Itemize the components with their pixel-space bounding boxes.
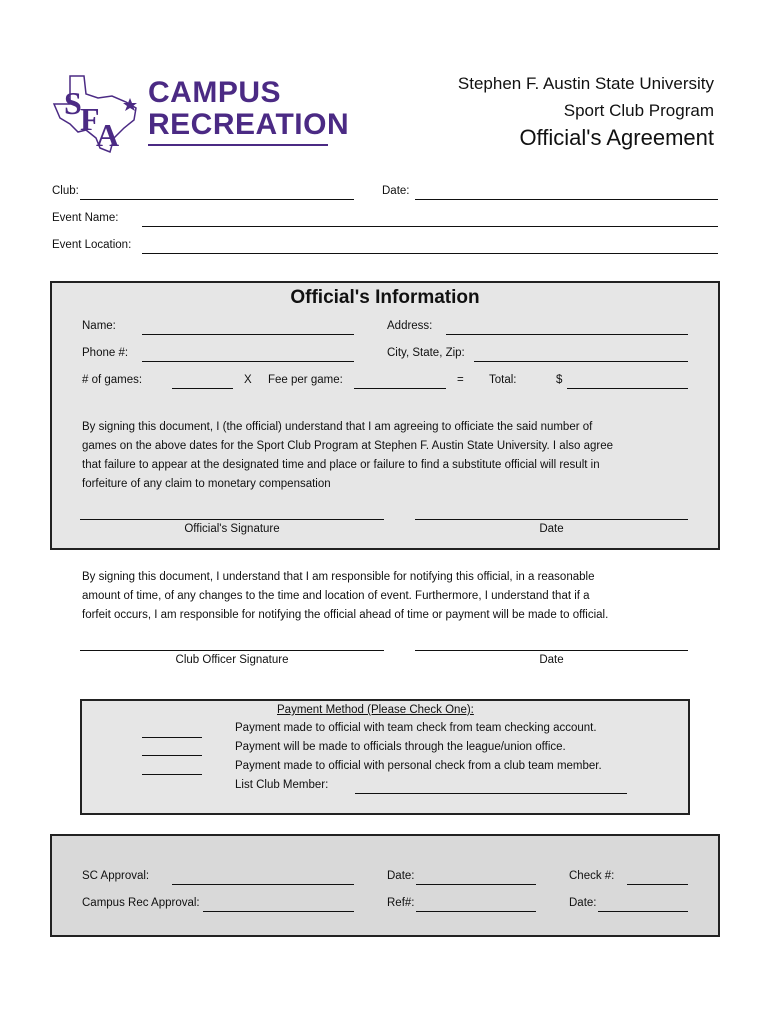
- list-club-member-field[interactable]: [355, 793, 627, 794]
- payment-option2-label: Payment will be made to officials through the league/union office.: [235, 741, 566, 753]
- sc-approval-field[interactable]: [172, 884, 354, 885]
- campus-recreation-logo: [50, 68, 350, 158]
- official-signature-field[interactable]: [80, 519, 384, 520]
- check-number-label: Check #:: [569, 870, 615, 882]
- fee-per-game-field[interactable]: [354, 388, 446, 389]
- campus-rec-approval-label: Campus Rec Approval:: [82, 897, 200, 909]
- event-location-label: Event Location:: [52, 239, 132, 251]
- club-field[interactable]: [80, 199, 354, 200]
- ref-number-field[interactable]: [416, 911, 536, 912]
- ref-number-label: Ref#:: [387, 897, 415, 909]
- payment-option3-label: Payment made to official with personal check from a club team member.: [235, 760, 602, 772]
- payment-option2-checkline[interactable]: [142, 755, 202, 756]
- official-date-field[interactable]: [415, 519, 688, 520]
- event-name-field[interactable]: [142, 226, 718, 227]
- club-label: Club:: [52, 185, 79, 197]
- dollar-sign: $: [556, 374, 563, 386]
- approval-date2-field[interactable]: [598, 911, 688, 912]
- university-name: Stephen F. Austin State University: [457, 74, 714, 93]
- payment-method-title: Payment Method (Please Check One):: [277, 704, 474, 716]
- official-signature-label: Official's Signature: [184, 523, 280, 535]
- club-officer-signature-field[interactable]: [80, 650, 384, 651]
- phone-label: Phone #:: [82, 347, 129, 359]
- fee-per-game-label: Fee per game:: [268, 374, 343, 386]
- official-statement-line: forfeiture of any claim to monetary compensation: [82, 478, 331, 490]
- approval-section: [50, 834, 720, 937]
- payment-option1-checkline[interactable]: [142, 737, 202, 738]
- payment-method-section: [80, 699, 690, 815]
- total-field[interactable]: [567, 388, 688, 389]
- phone-field[interactable]: [142, 361, 354, 362]
- logo-letter-s: S: [64, 85, 82, 121]
- page-title: Official's Agreement: [519, 125, 714, 150]
- official-statement-line: games on the above dates for the Sport Club Program at Stephen F. Austin State University. I also agree: [82, 440, 613, 452]
- club-officer-date-field[interactable]: [415, 650, 688, 651]
- program-name: Sport Club Program: [563, 101, 714, 120]
- total-label: Total:: [489, 374, 517, 386]
- logo-underline: [148, 144, 328, 146]
- payment-option1-label: Payment made to official with team check from team checking account.: [235, 722, 597, 734]
- city-state-zip-field[interactable]: [474, 361, 688, 362]
- event-location-field[interactable]: [142, 253, 718, 254]
- list-club-member-label: List Club Member:: [235, 779, 329, 791]
- official-statement-line: that failure to appear at the designated time and place or failure to find a substitute official will result in: [82, 459, 600, 471]
- date-label: Date:: [382, 185, 410, 197]
- official-date-label: Date: [539, 523, 564, 535]
- event-name-label: Event Name:: [52, 212, 119, 224]
- logo-text-campus: CAMPUS: [148, 76, 282, 109]
- official-info-section: [50, 281, 720, 550]
- logo-letter-a: A: [96, 117, 120, 153]
- club-officer-statement-line: forfeit occurs, I am responsible for notifying the official ahead of time or payment will be made to official.: [82, 609, 609, 621]
- club-officer-signature-label: Club Officer Signature: [175, 654, 289, 666]
- club-officer-statement: [82, 568, 702, 625]
- approval-date-label: Date:: [387, 870, 415, 882]
- campus-rec-approval-field[interactable]: [203, 911, 354, 912]
- official-info-title: Official's Information: [290, 287, 480, 308]
- check-number-field[interactable]: [627, 884, 688, 885]
- club-officer-statement-line: By signing this document, I understand that I am responsible for notifying this official, in a reasonable: [82, 571, 595, 583]
- logo-text-recreation: RECREATION: [148, 108, 350, 141]
- approval-date2-label: Date:: [569, 897, 597, 909]
- club-officer-date-label: Date: [539, 654, 564, 666]
- times-sign: X: [244, 374, 252, 386]
- games-field[interactable]: [172, 388, 233, 389]
- equals-sign: =: [457, 374, 464, 386]
- payment-option3-checkline[interactable]: [142, 774, 202, 775]
- sc-approval-label: SC Approval:: [82, 870, 150, 882]
- official-name-field[interactable]: [142, 334, 354, 335]
- club-officer-statement-line: amount of time, of any changes to the time and location of event. Furthermore, I understand that if a: [82, 590, 590, 602]
- date-field[interactable]: [415, 199, 718, 200]
- official-statement-line: By signing this document, I (the official) understand that I am agreeing to officiate the said number of: [82, 421, 593, 433]
- games-label: # of games:: [82, 374, 143, 386]
- city-state-zip-label: City, State, Zip:: [387, 347, 465, 359]
- official-name-label: Name:: [82, 320, 116, 332]
- logo-letter-f: F: [80, 101, 100, 137]
- address-field[interactable]: [446, 334, 688, 335]
- official-statement: [82, 418, 702, 494]
- address-label: Address:: [387, 320, 433, 332]
- approval-date-field[interactable]: [416, 884, 536, 885]
